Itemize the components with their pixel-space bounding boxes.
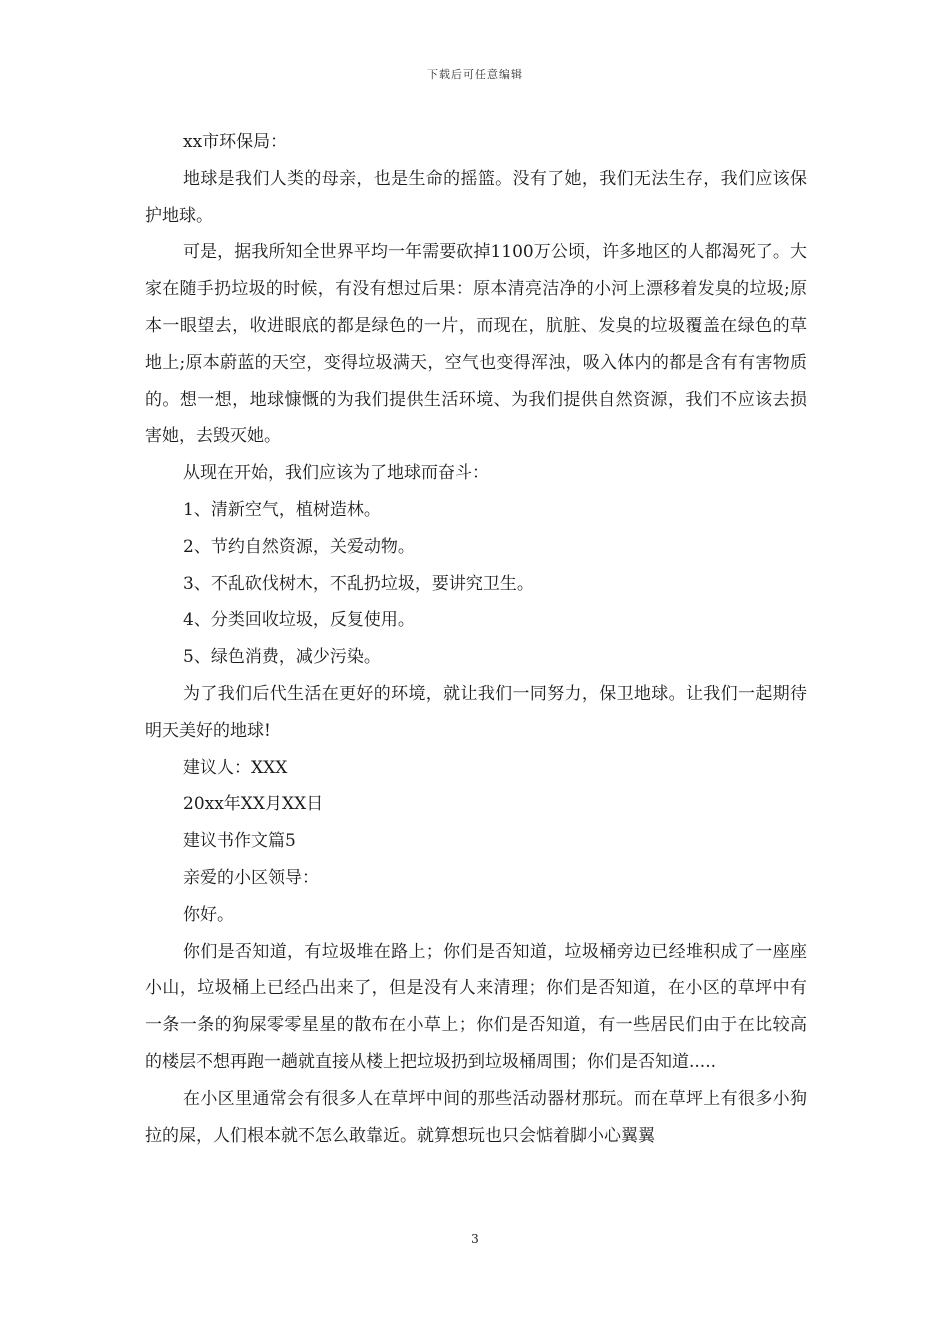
list-item: 2、节约自然资源，关爱动物。 — [183, 536, 415, 557]
list-item: 3、不乱砍伐树木，不乱扔垃圾，要讲究卫生。 — [183, 573, 534, 594]
document-body — [145, 124, 807, 1154]
salutation: 亲爱的小区领导： — [183, 867, 319, 888]
paragraph: 从现在开始，我们应该为了地球而奋斗： — [183, 463, 489, 484]
list-item: 1、清新空气，植树造林。 — [183, 499, 381, 520]
paragraph: 可是，据我所知全世界平均一年需要砍掉1100万公顷，许多地区的人都渴死了。大家在随手扔垃圾的时候，有没有想过后果：原本清亮洁净的小河上漂移着发臭的垃圾;原本一眼望去，收进眼底的都是绿色的一片，而现在，肮脏、发臭的垃圾覆盖在绿色的草地上;原本蔚蓝的天空，变得垃圾满天，空气也变得浑浊，吸入体内的都是含有有害物质的。想一想，地球慷慨的为我们提供生活环境、为我们提供自然资源，我们不应该去损害她，去毁灭她。 — [145, 242, 807, 447]
page-number: 3 — [471, 1232, 479, 1246]
paragraph: 地球是我们人类的母亲，也是生命的摇篮。没有了她，我们无法生存，我们应该保护地球。 — [145, 168, 807, 226]
date: 20xx年XX月XX日 — [183, 794, 324, 815]
list-item: 5、绿色消费，减少污染。 — [183, 647, 381, 668]
list-item: 4、分类回收垃圾，反复使用。 — [183, 610, 415, 631]
salutation: xx市环保局： — [183, 132, 288, 152]
section-title: 建议书作文篇5 — [183, 831, 296, 852]
paragraph: 在小区里通常会有很多人在草坪中间的那些活动器材那玩。而在草坪上有很多小狗拉的屎，人们根本就不怎么敢靠近。就算想玩也只会惦着脚小心翼翼 — [145, 1088, 807, 1146]
greeting: 你好。 — [183, 904, 234, 925]
page-header: 下载后可任意编辑 — [427, 68, 523, 81]
paragraph: 你们是否知道，有垃圾堆在路上；你们是否知道，垃圾桶旁边已经堆积成了一座座小山，垃圾桶上已经凸出来了，但是没有人来清理；你们是否知道，在小区的草坪中有一条一条的狗屎零零星星的散布在小草上；你们是否知道，有一些居民们由于在比较高的楼层不想再跑一趟就直接从楼上把垃圾扔到垃圾桶周围；你们是否知道..... — [145, 941, 807, 1072]
paragraph: 为了我们后代生活在更好的环境，就让我们一同努力，保卫地球。让我们一起期待明天美好的地球! — [145, 683, 807, 741]
signature: 建议人：XXX — [183, 757, 288, 778]
